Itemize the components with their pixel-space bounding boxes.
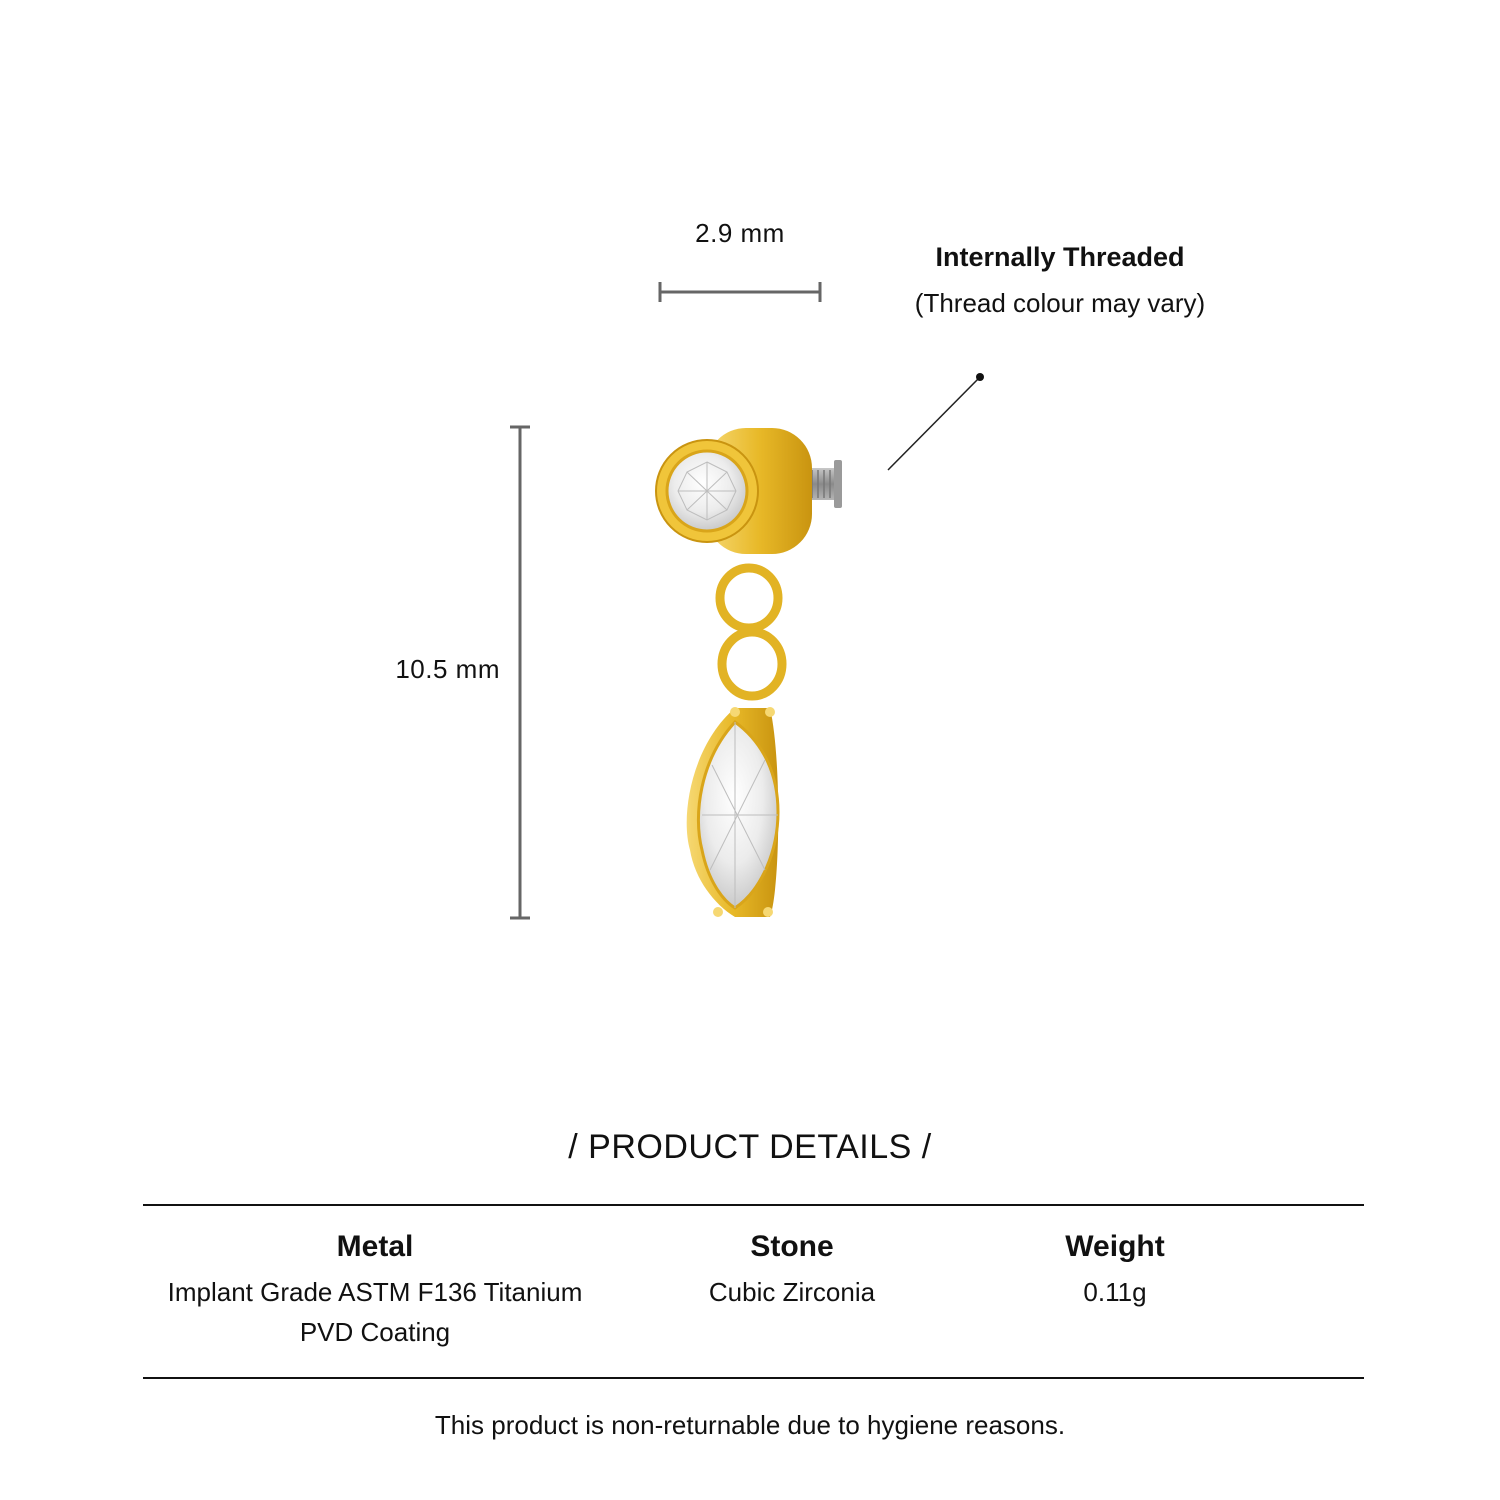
thread-callout-leader (888, 373, 984, 470)
product-details-heading: / PRODUCT DETAILS / (568, 1128, 932, 1166)
thread-note-title: Internally Threaded (935, 242, 1185, 272)
marquise-drop (687, 707, 779, 917)
non-returnable-note: This product is non-returnable due to hygiene reasons. (434, 1410, 1066, 1440)
divider-bottom (143, 1377, 1364, 1379)
thread-note-subtitle: (Thread colour may vary) (914, 288, 1206, 318)
jump-rings (720, 568, 782, 696)
metal-value-line-1: Implant Grade ASTM F136 Titanium (167, 1277, 583, 1307)
width-dimension-label: 2.9 mm (695, 218, 785, 248)
height-dimension-label: 10.5 mm (395, 654, 500, 684)
width-dimension-line (660, 282, 820, 302)
divider-top (143, 1204, 1364, 1206)
detail-column-stone (642, 1230, 942, 1312)
height-dimension-line (510, 427, 530, 918)
detail-column-weight (965, 1230, 1265, 1312)
metal-value-line-2: PVD Coating (299, 1317, 451, 1347)
round-bezel-top (656, 428, 812, 554)
weight-value: 0.11g (1083, 1277, 1147, 1307)
metal-label: Metal (336, 1230, 414, 1263)
stone-label: Stone (750, 1230, 834, 1263)
weight-label: Weight (1065, 1230, 1165, 1263)
stone-value: Cubic Zirconia (708, 1277, 876, 1307)
detail-column-metal (125, 1230, 625, 1352)
